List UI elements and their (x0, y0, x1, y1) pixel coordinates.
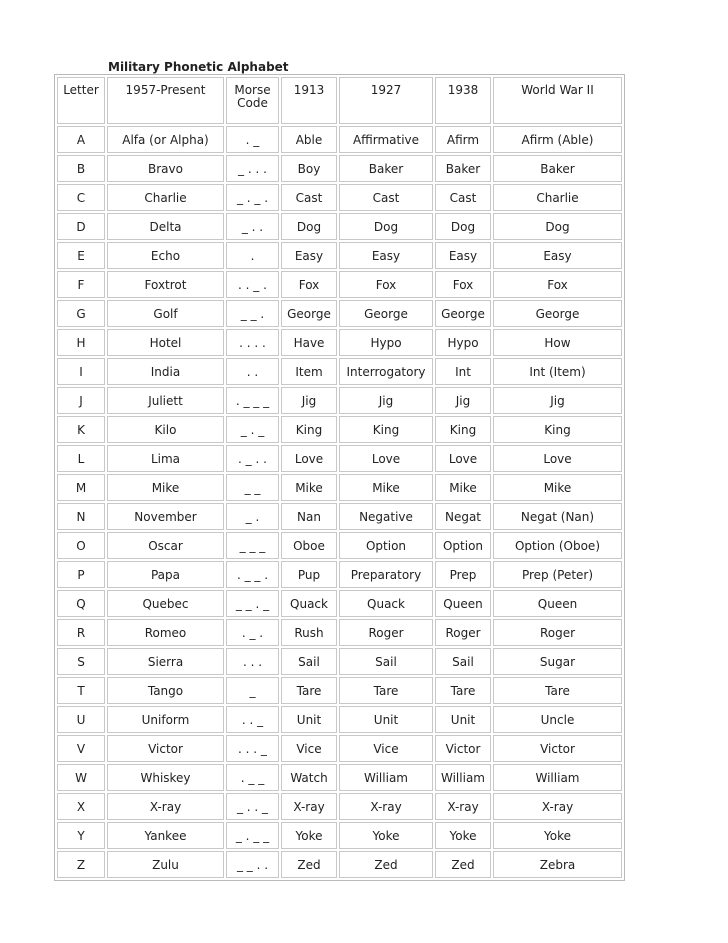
cell-year-1927: Cast (339, 184, 433, 211)
cell-world-war-ii: Baker (493, 155, 622, 182)
cell-letter: S (57, 648, 105, 675)
table-row (57, 242, 622, 269)
cell-morse-code: . _ . (226, 619, 279, 646)
cell-nato-1957: Papa (107, 561, 224, 588)
table-row (57, 213, 622, 240)
cell-year-1938: Easy (435, 242, 491, 269)
cell-morse-code: _ . _ _ (226, 822, 279, 849)
table-row (57, 416, 622, 443)
cell-year-1938: Fox (435, 271, 491, 298)
cell-year-1913: Item (281, 358, 337, 385)
cell-year-1913: Fox (281, 271, 337, 298)
table-row (57, 619, 622, 646)
cell-year-1913: Have (281, 329, 337, 356)
cell-world-war-ii: Int (Item) (493, 358, 622, 385)
column-header-nato-1957: 1957-Present (107, 77, 224, 124)
cell-morse-code: . . . . (226, 329, 279, 356)
cell-year-1927: George (339, 300, 433, 327)
table-row (57, 561, 622, 588)
cell-morse-code: . _ _ _ (226, 387, 279, 414)
cell-morse-code: . _ _ (226, 764, 279, 791)
cell-year-1927: Negative (339, 503, 433, 530)
cell-morse-code: . _ (226, 126, 279, 153)
table-row (57, 706, 622, 733)
cell-year-1913: Pup (281, 561, 337, 588)
cell-year-1913: King (281, 416, 337, 443)
cell-year-1927: Hypo (339, 329, 433, 356)
cell-world-war-ii: Jig (493, 387, 622, 414)
cell-morse-code: . . _ (226, 706, 279, 733)
page-title: Military Phonetic Alphabet (108, 60, 289, 74)
column-header-year-1938: 1938 (435, 77, 491, 124)
cell-nato-1957: Golf (107, 300, 224, 327)
cell-world-war-ii: Dog (493, 213, 622, 240)
cell-letter: G (57, 300, 105, 327)
cell-world-war-ii: Fox (493, 271, 622, 298)
cell-world-war-ii: How (493, 329, 622, 356)
cell-morse-code: _ _ _ (226, 532, 279, 559)
cell-morse-code: . _ . . (226, 445, 279, 472)
cell-world-war-ii: Easy (493, 242, 622, 269)
cell-year-1938: Mike (435, 474, 491, 501)
cell-year-1938: Zed (435, 851, 491, 878)
cell-year-1913: Rush (281, 619, 337, 646)
table-row (57, 851, 622, 878)
cell-year-1913: Unit (281, 706, 337, 733)
cell-year-1913: Oboe (281, 532, 337, 559)
cell-nato-1957: Romeo (107, 619, 224, 646)
cell-nato-1957: Echo (107, 242, 224, 269)
table-row (57, 126, 622, 153)
cell-year-1938: Queen (435, 590, 491, 617)
cell-world-war-ii: Yoke (493, 822, 622, 849)
cell-year-1927: Sail (339, 648, 433, 675)
cell-world-war-ii: Tare (493, 677, 622, 704)
table-row (57, 358, 622, 385)
cell-letter: X (57, 793, 105, 820)
cell-nato-1957: November (107, 503, 224, 530)
cell-year-1927: Mike (339, 474, 433, 501)
table-row (57, 474, 622, 501)
cell-nato-1957: Yankee (107, 822, 224, 849)
table-row (57, 503, 622, 530)
cell-year-1913: Quack (281, 590, 337, 617)
cell-year-1938: William (435, 764, 491, 791)
cell-year-1913: Watch (281, 764, 337, 791)
cell-year-1913: Nan (281, 503, 337, 530)
cell-world-war-ii: Roger (493, 619, 622, 646)
cell-year-1913: Easy (281, 242, 337, 269)
cell-year-1927: Quack (339, 590, 433, 617)
cell-year-1927: Zed (339, 851, 433, 878)
cell-letter: R (57, 619, 105, 646)
cell-year-1927: William (339, 764, 433, 791)
table-row (57, 184, 622, 211)
table-row (57, 793, 622, 820)
cell-year-1927: X-ray (339, 793, 433, 820)
cell-year-1927: Love (339, 445, 433, 472)
cell-morse-code: . (226, 242, 279, 269)
cell-letter: N (57, 503, 105, 530)
cell-year-1938: King (435, 416, 491, 443)
table-row (57, 300, 622, 327)
cell-year-1927: Vice (339, 735, 433, 762)
cell-nato-1957: Mike (107, 474, 224, 501)
cell-year-1913: Mike (281, 474, 337, 501)
cell-nato-1957: Quebec (107, 590, 224, 617)
cell-letter: V (57, 735, 105, 762)
cell-nato-1957: Foxtrot (107, 271, 224, 298)
cell-nato-1957: X-ray (107, 793, 224, 820)
cell-year-1938: Negat (435, 503, 491, 530)
table-row (57, 648, 622, 675)
cell-world-war-ii: Queen (493, 590, 622, 617)
cell-world-war-ii: Zebra (493, 851, 622, 878)
cell-nato-1957: Hotel (107, 329, 224, 356)
cell-world-war-ii: Option (Oboe) (493, 532, 622, 559)
cell-morse-code: _ _ . . (226, 851, 279, 878)
cell-year-1938: Unit (435, 706, 491, 733)
cell-world-war-ii: Prep (Peter) (493, 561, 622, 588)
cell-year-1927: King (339, 416, 433, 443)
cell-year-1927: Preparatory (339, 561, 433, 588)
cell-letter: W (57, 764, 105, 791)
cell-year-1927: Dog (339, 213, 433, 240)
cell-year-1938: Yoke (435, 822, 491, 849)
cell-year-1913: Cast (281, 184, 337, 211)
cell-morse-code: . . _ . (226, 271, 279, 298)
table-row (57, 764, 622, 791)
cell-letter: Q (57, 590, 105, 617)
column-header-world-war-ii: World War II (493, 77, 622, 124)
cell-year-1938: Love (435, 445, 491, 472)
cell-year-1927: Tare (339, 677, 433, 704)
cell-letter: T (57, 677, 105, 704)
cell-nato-1957: Oscar (107, 532, 224, 559)
cell-morse-code: . _ _ . (226, 561, 279, 588)
cell-year-1927: Unit (339, 706, 433, 733)
cell-letter: E (57, 242, 105, 269)
cell-letter: C (57, 184, 105, 211)
cell-letter: I (57, 358, 105, 385)
cell-nato-1957: Uniform (107, 706, 224, 733)
cell-world-war-ii: King (493, 416, 622, 443)
cell-year-1927: Roger (339, 619, 433, 646)
cell-year-1913: Jig (281, 387, 337, 414)
cell-nato-1957: Alfa (or Alpha) (107, 126, 224, 153)
cell-year-1927: Fox (339, 271, 433, 298)
table-body (57, 126, 622, 878)
cell-letter: O (57, 532, 105, 559)
table-row (57, 445, 622, 472)
cell-world-war-ii: Mike (493, 474, 622, 501)
cell-year-1913: Boy (281, 155, 337, 182)
cell-nato-1957: Sierra (107, 648, 224, 675)
cell-world-war-ii: Charlie (493, 184, 622, 211)
cell-year-1927: Easy (339, 242, 433, 269)
cell-year-1913: Zed (281, 851, 337, 878)
cell-letter: U (57, 706, 105, 733)
cell-morse-code: . . (226, 358, 279, 385)
cell-year-1927: Jig (339, 387, 433, 414)
cell-year-1927: Baker (339, 155, 433, 182)
table-row (57, 822, 622, 849)
cell-letter: D (57, 213, 105, 240)
cell-world-war-ii: Negat (Nan) (493, 503, 622, 530)
cell-year-1938: Dog (435, 213, 491, 240)
cell-nato-1957: Zulu (107, 851, 224, 878)
column-header-letter: Letter (57, 77, 105, 124)
cell-letter: Z (57, 851, 105, 878)
cell-letter: B (57, 155, 105, 182)
cell-year-1927: Affirmative (339, 126, 433, 153)
cell-morse-code: . . . _ (226, 735, 279, 762)
cell-world-war-ii: Afirm (Able) (493, 126, 622, 153)
cell-morse-code: _ . . (226, 213, 279, 240)
table-row (57, 387, 622, 414)
cell-year-1938: Afirm (435, 126, 491, 153)
cell-morse-code: _ . . . (226, 155, 279, 182)
cell-year-1913: Vice (281, 735, 337, 762)
cell-nato-1957: Juliett (107, 387, 224, 414)
cell-world-war-ii: Victor (493, 735, 622, 762)
column-header-year-1927: 1927 (339, 77, 433, 124)
cell-year-1938: Int (435, 358, 491, 385)
cell-nato-1957: India (107, 358, 224, 385)
cell-letter: F (57, 271, 105, 298)
cell-year-1913: Yoke (281, 822, 337, 849)
cell-year-1938: X-ray (435, 793, 491, 820)
cell-nato-1957: Delta (107, 213, 224, 240)
cell-year-1927: Yoke (339, 822, 433, 849)
cell-morse-code: _ _ (226, 474, 279, 501)
table-row (57, 532, 622, 559)
cell-world-war-ii: Uncle (493, 706, 622, 733)
cell-nato-1957: Bravo (107, 155, 224, 182)
cell-year-1913: Tare (281, 677, 337, 704)
cell-morse-code: . . . (226, 648, 279, 675)
cell-world-war-ii: Sugar (493, 648, 622, 675)
cell-letter: M (57, 474, 105, 501)
cell-nato-1957: Lima (107, 445, 224, 472)
cell-year-1913: Sail (281, 648, 337, 675)
cell-morse-code: _ . . _ (226, 793, 279, 820)
cell-letter: L (57, 445, 105, 472)
cell-nato-1957: Charlie (107, 184, 224, 211)
cell-year-1938: Victor (435, 735, 491, 762)
cell-letter: K (57, 416, 105, 443)
cell-year-1938: Cast (435, 184, 491, 211)
cell-morse-code: _ . _ (226, 416, 279, 443)
cell-letter: J (57, 387, 105, 414)
table-row (57, 329, 622, 356)
table-row (57, 735, 622, 762)
table-row (57, 677, 622, 704)
cell-world-war-ii: X-ray (493, 793, 622, 820)
cell-morse-code: _ (226, 677, 279, 704)
cell-year-1913: George (281, 300, 337, 327)
cell-world-war-ii: George (493, 300, 622, 327)
cell-morse-code: _ . (226, 503, 279, 530)
cell-nato-1957: Whiskey (107, 764, 224, 791)
table-row (57, 590, 622, 617)
cell-year-1938: Hypo (435, 329, 491, 356)
cell-year-1927: Interrogatory (339, 358, 433, 385)
cell-year-1913: Love (281, 445, 337, 472)
cell-morse-code: _ _ . (226, 300, 279, 327)
cell-year-1913: X-ray (281, 793, 337, 820)
column-header-morse-code: Morse Code (226, 77, 279, 124)
table-row (57, 271, 622, 298)
cell-year-1938: Sail (435, 648, 491, 675)
cell-year-1913: Dog (281, 213, 337, 240)
cell-nato-1957: Victor (107, 735, 224, 762)
cell-year-1927: Option (339, 532, 433, 559)
cell-letter: A (57, 126, 105, 153)
cell-year-1938: Roger (435, 619, 491, 646)
cell-year-1938: Prep (435, 561, 491, 588)
cell-year-1913: Able (281, 126, 337, 153)
cell-year-1938: Baker (435, 155, 491, 182)
cell-morse-code: _ . _ . (226, 184, 279, 211)
header-row (57, 77, 622, 124)
phonetic-alphabet-table (54, 74, 625, 881)
cell-year-1938: George (435, 300, 491, 327)
cell-year-1938: Tare (435, 677, 491, 704)
cell-letter: Y (57, 822, 105, 849)
column-header-year-1913: 1913 (281, 77, 337, 124)
cell-world-war-ii: William (493, 764, 622, 791)
cell-letter: H (57, 329, 105, 356)
cell-nato-1957: Kilo (107, 416, 224, 443)
table-row (57, 155, 622, 182)
cell-year-1938: Jig (435, 387, 491, 414)
cell-nato-1957: Tango (107, 677, 224, 704)
cell-world-war-ii: Love (493, 445, 622, 472)
cell-year-1938: Option (435, 532, 491, 559)
cell-morse-code: _ _ . _ (226, 590, 279, 617)
cell-letter: P (57, 561, 105, 588)
